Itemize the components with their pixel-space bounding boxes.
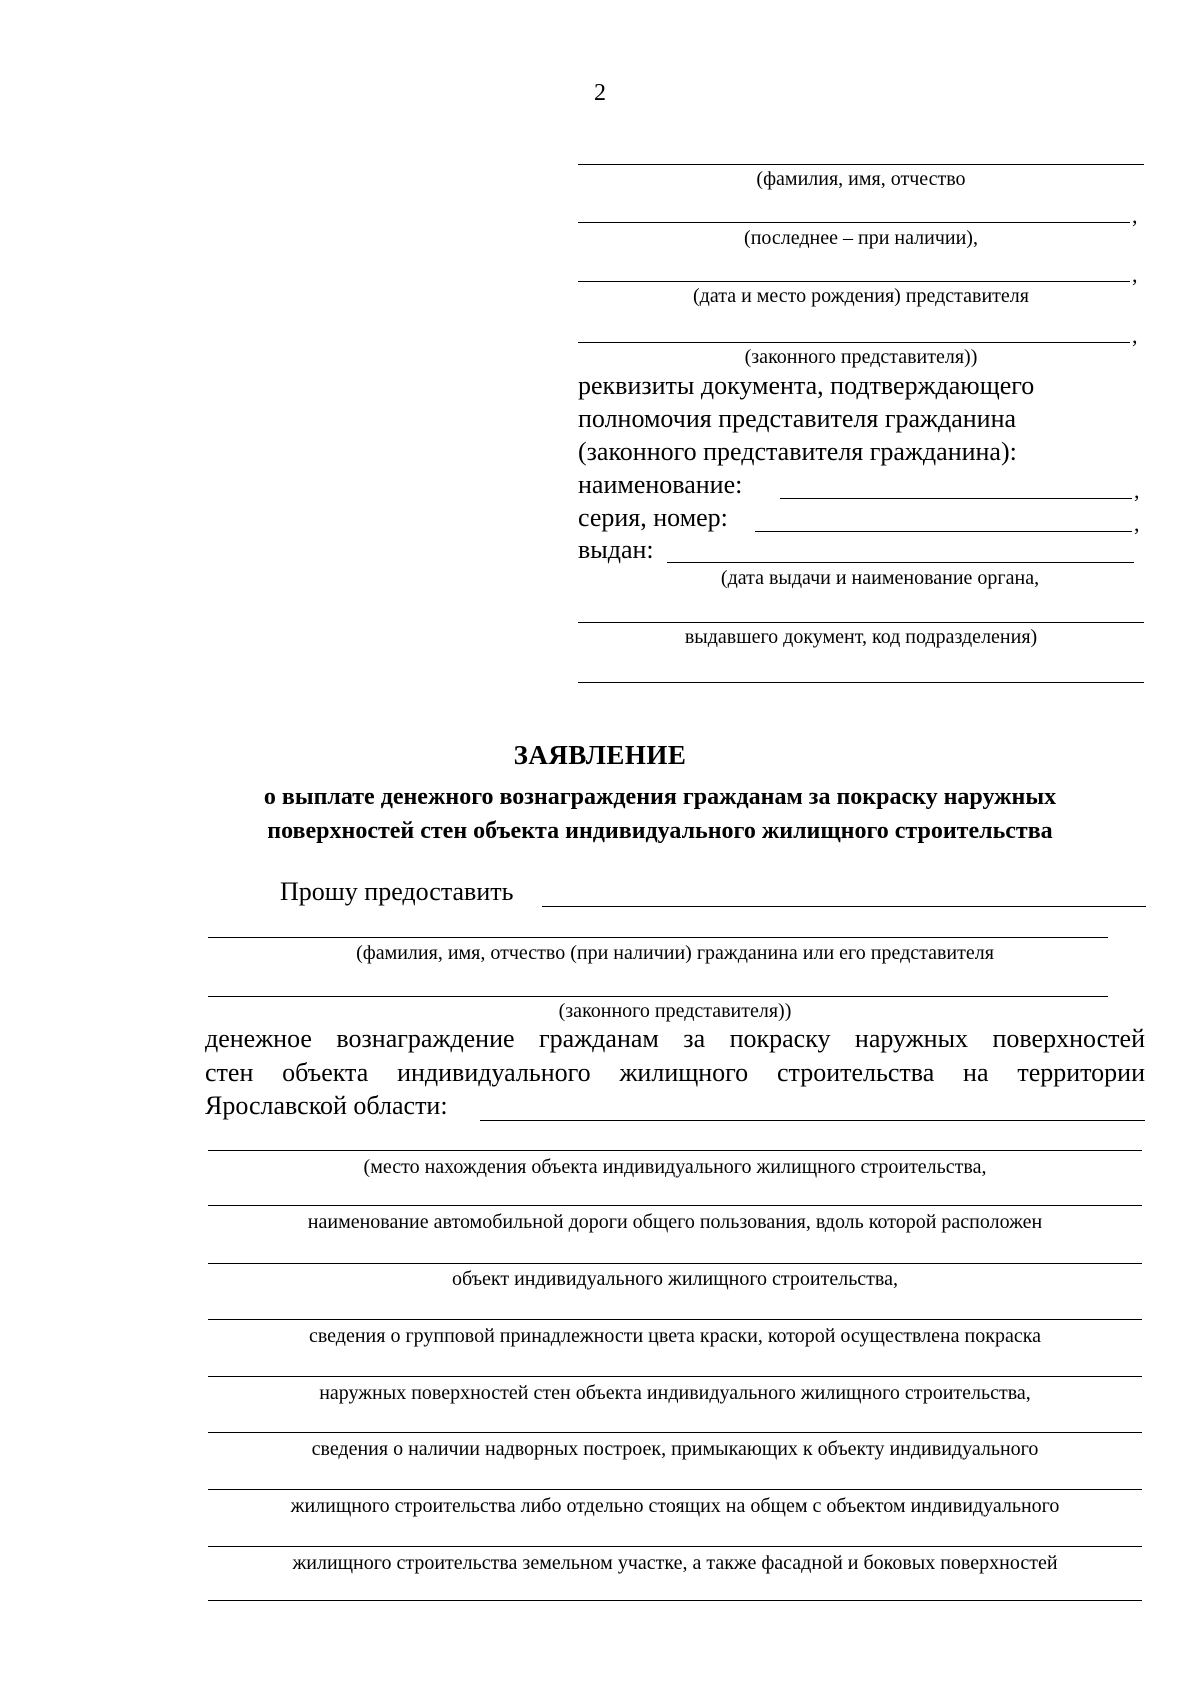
comma: ,: [1134, 478, 1140, 503]
caption-location: (место нахождения объекта индивидуального жилищного строительства,: [363, 1156, 987, 1178]
legal-rep-line[interactable]: [578, 342, 1130, 343]
plot-line[interactable]: [208, 1546, 1142, 1547]
doc-issued-field[interactable]: [667, 562, 1134, 563]
birth-line[interactable]: [578, 281, 1130, 282]
paragraph-line3: Ярославской области:: [205, 1091, 448, 1120]
doc-requisites-line3: (законного представителя гражданина):: [578, 437, 1017, 466]
caption-fio: (фамилия, имя, отчество: [756, 168, 966, 190]
road-line[interactable]: [208, 1205, 1142, 1206]
caption-issuer: выдавшего документ, код подразделения): [684, 626, 1038, 648]
issuer-line[interactable]: [578, 622, 1144, 623]
comma: ,: [1132, 323, 1138, 348]
comma: ,: [1134, 511, 1140, 536]
caption-legal-rep: (законного представителя)): [744, 346, 978, 368]
caption-plot: жилищного строительства земельном участке, а также фасадной и боковых поверхностей: [292, 1552, 1058, 1574]
request-label: Прошу предоставить: [280, 877, 514, 906]
caption-walls: наружных поверхностей стен объекта индивидуального жилищного строительства,: [319, 1382, 1031, 1404]
paragraph-line1: денежное вознаграждение гражданам за покраску наружных поверхностей: [205, 1024, 1145, 1053]
applicant-line[interactable]: [208, 937, 1108, 938]
caption-last-name: (последнее – при наличии),: [744, 227, 978, 249]
doc-name-field[interactable]: [780, 498, 1132, 499]
object-line[interactable]: [208, 1263, 1142, 1264]
location-field[interactable]: [480, 1120, 1145, 1121]
housing-line[interactable]: [208, 1489, 1142, 1490]
document-subtitle-line2: поверхностей стен объекта индивидуального жилищного строительства: [267, 818, 1053, 844]
caption-paint: сведения о групповой принадлежности цвета краски, которой осуществлена покраска: [308, 1325, 1042, 1347]
applicant-line-2[interactable]: [208, 996, 1108, 997]
document-subtitle-line1: о выплате денежного вознаграждения гражданам за покраску наружных: [263, 784, 1057, 810]
doc-requisites-line2: полномочия представителя гражданина: [578, 404, 1017, 433]
final-line[interactable]: [208, 1600, 1142, 1601]
outbuildings-line[interactable]: [208, 1432, 1142, 1433]
document-title: ЗАЯВЛЕНИЕ: [513, 740, 687, 770]
caption-housing: жилищного строительства либо отдельно стоящих на общем с объектом индивидуального: [290, 1495, 1060, 1517]
walls-line[interactable]: [208, 1376, 1142, 1377]
doc-requisites-line1: реквизиты документа, подтверждающего: [578, 371, 1035, 400]
caption-issue-date: (дата выдачи и наименование органа,: [720, 567, 1040, 589]
doc-series-field[interactable]: [755, 531, 1132, 532]
page-number: 2: [594, 80, 606, 106]
paragraph-line2: стен объекта индивидуального жилищного строительства на территории: [205, 1058, 1145, 1087]
caption-outbuildings: сведения о наличии надворных построек, примыкающих к объекту индивидуального: [311, 1438, 1039, 1460]
caption-applicant-legal: (законного представителя)): [558, 1000, 792, 1022]
comma: ,: [1132, 262, 1138, 287]
caption-birth: (дата и место рождения) представителя: [693, 285, 1029, 307]
paint-line[interactable]: [208, 1319, 1142, 1320]
issuer-line-2[interactable]: [578, 682, 1144, 683]
fio-line[interactable]: [578, 164, 1144, 165]
location-line[interactable]: [208, 1150, 1142, 1151]
doc-issued-label: выдан:: [578, 535, 654, 564]
fio-line-2[interactable]: [578, 222, 1130, 223]
request-field[interactable]: [542, 906, 1146, 907]
doc-name-label: наименование:: [578, 470, 743, 499]
caption-road: наименование автомобильной дороги общего пользования, вдоль которой расположен: [307, 1211, 1043, 1233]
caption-applicant: (фамилия, имя, отчество (при наличии) гражданина или его представителя: [356, 942, 994, 964]
caption-object: объект индивидуального жилищного строительства,: [452, 1268, 898, 1290]
doc-series-label: серия, номер:: [578, 503, 728, 532]
comma: ,: [1132, 203, 1138, 228]
